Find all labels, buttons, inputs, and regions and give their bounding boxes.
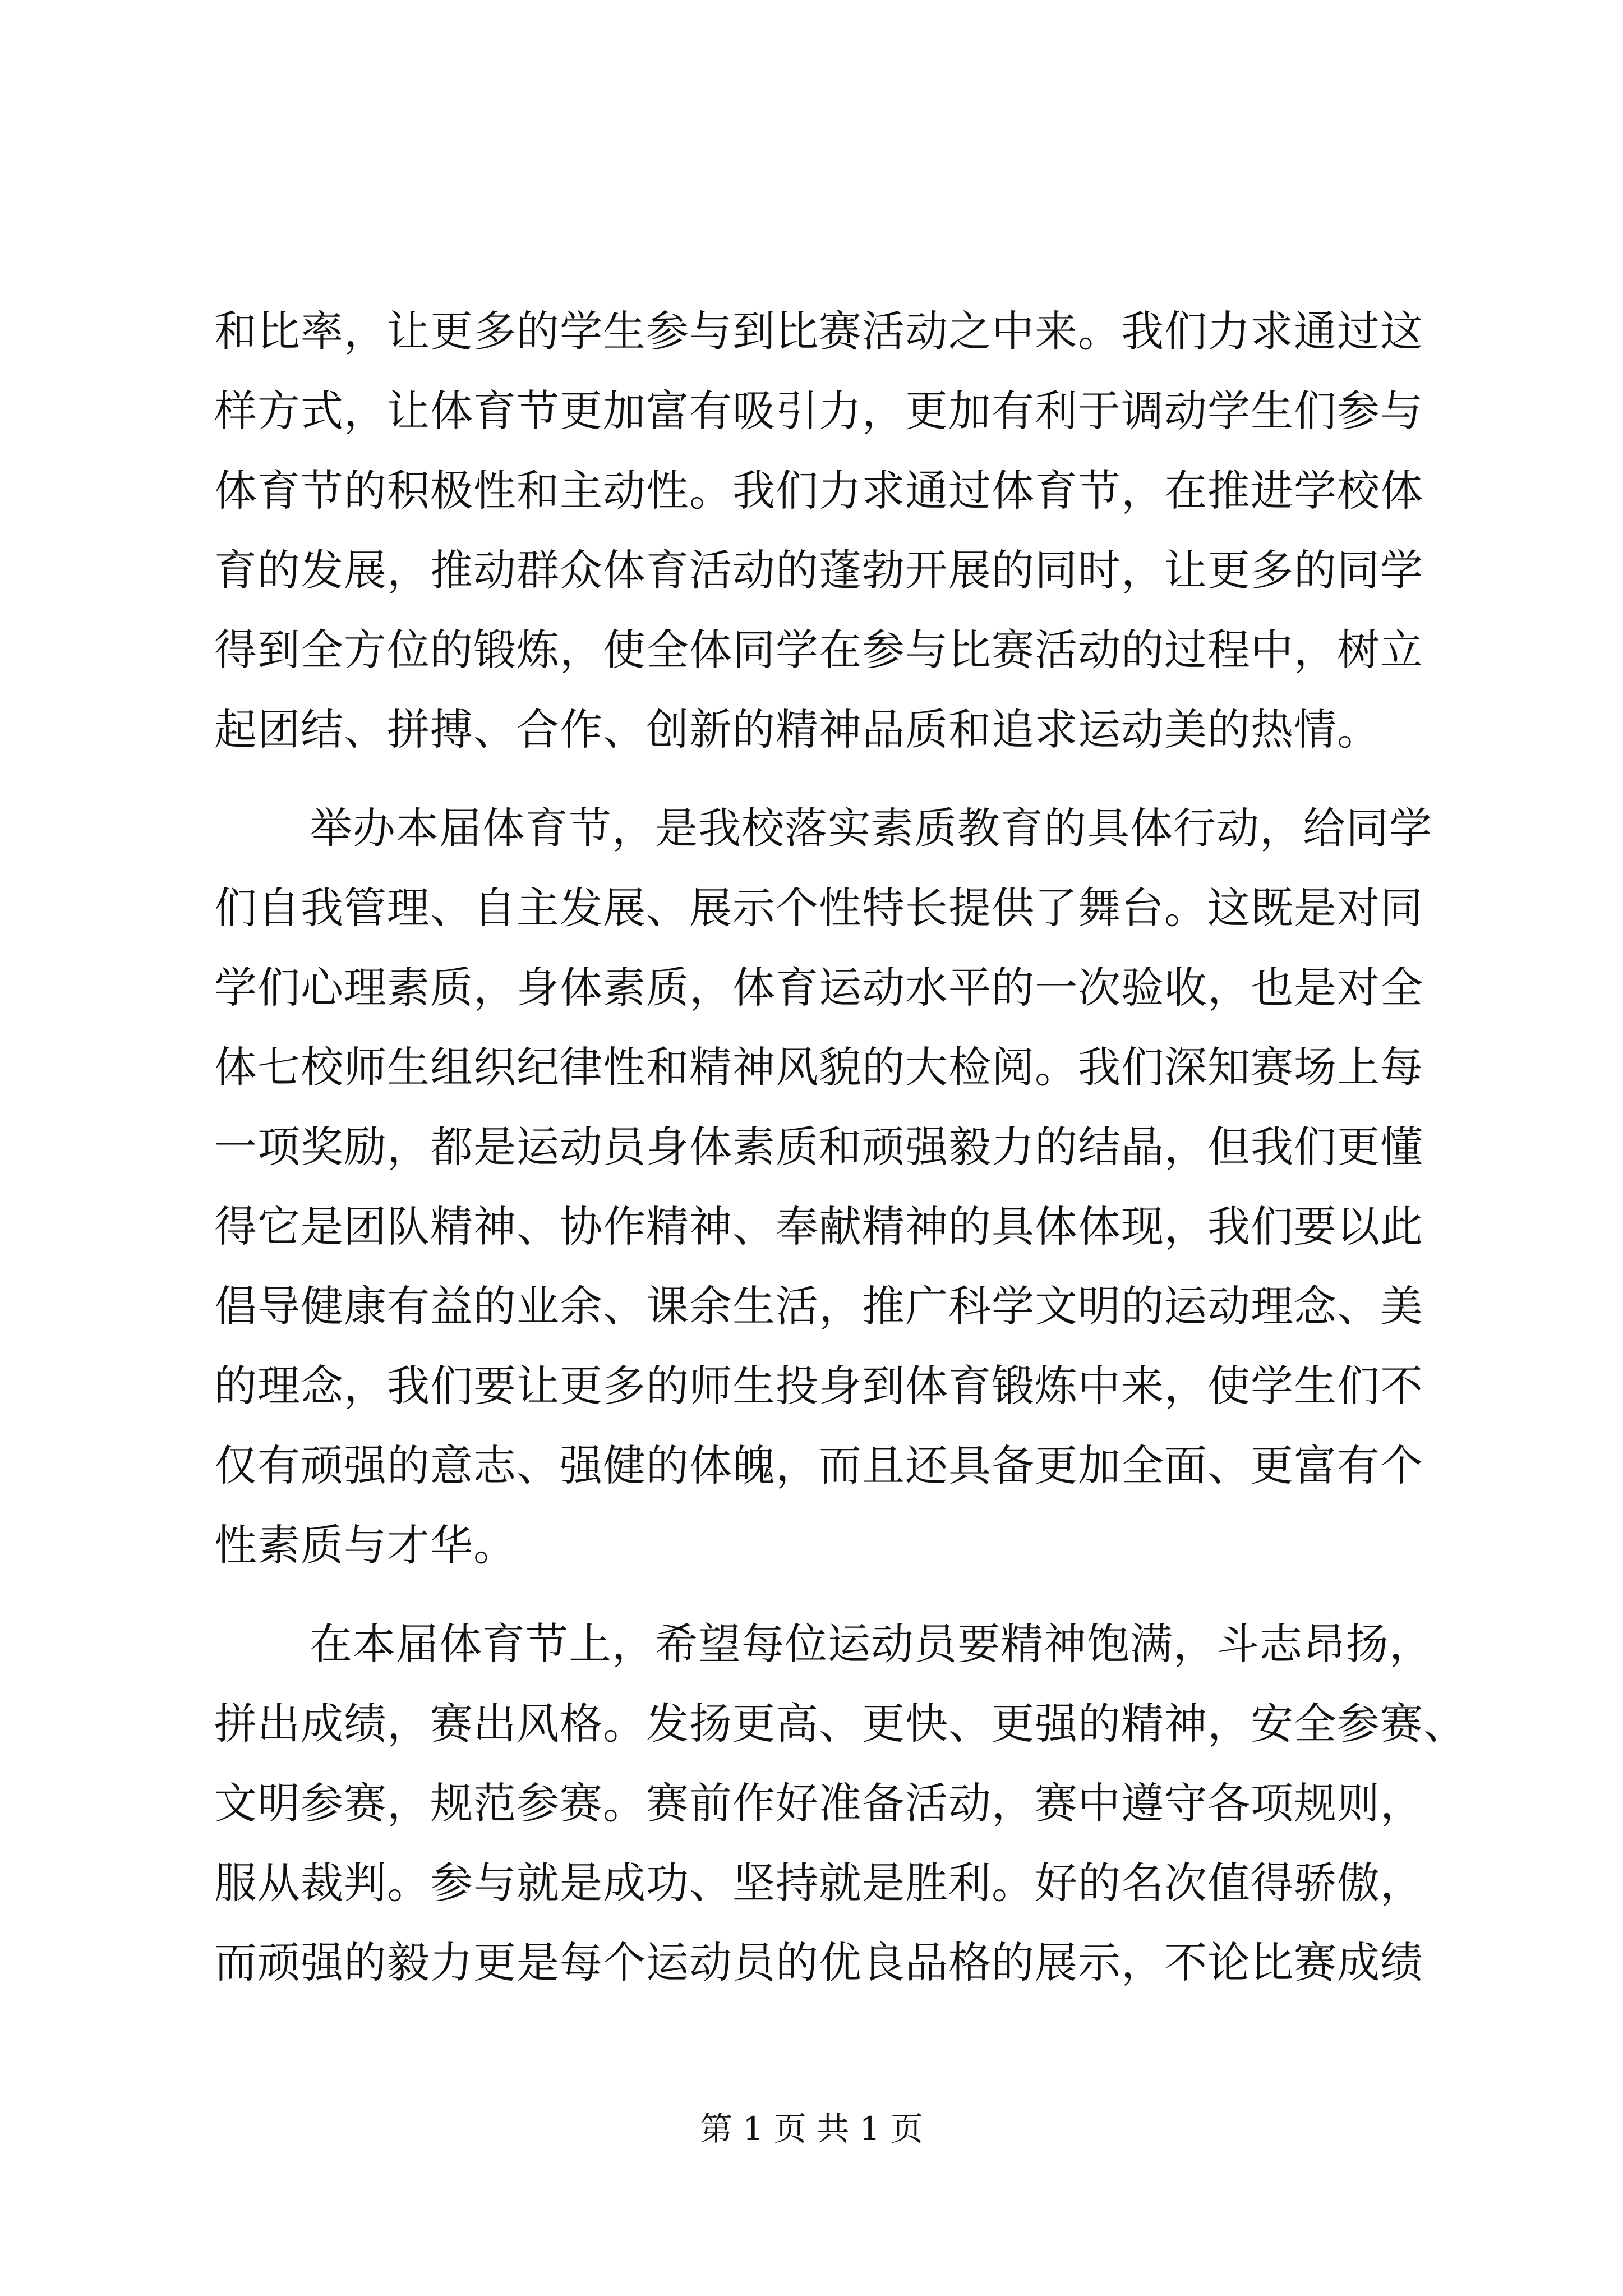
text-line: 体七校师生组织纪律性和精神风貌的大检阅。我们深知赛场上每	[214, 1042, 1423, 1092]
text-line: 得到全方位的锻炼，使全体同学在参与比赛活动的过程中，树立	[214, 625, 1423, 675]
text-line: 学们心理素质，身体素质，体育运动水平的一次验收，也是对全	[214, 963, 1423, 1013]
text-line: 起团结、拼搏、合作、创新的精神品质和追求运动美的热情。	[214, 705, 1380, 754]
text-line: 和比率，让更多的学生参与到比赛活动之中来。我们力求通过这	[214, 306, 1423, 356]
page-footer: 第 1 页 共 1 页	[700, 2110, 923, 2148]
text-line: 拼出成绩，赛出风格。发扬更高、更快、更强的精神，安全参赛、	[214, 1699, 1467, 1749]
text-line: 举办本届体育节，是我校落实素质教育的具体行动，给同学	[310, 803, 1432, 853]
text-line: 们自我管理、自主发展、展示个性特长提供了舞台。这既是对同	[214, 883, 1423, 933]
text-line: 样方式，让体育节更加富有吸引力，更加有利于调动学生们参与	[214, 386, 1423, 436]
text-line: 得它是团队精神、协作精神、奉献精神的具体体现，我们要以此	[214, 1202, 1423, 1251]
text-line: 而顽强的毅力更是每个运动员的优良品格的展示，不论比赛成绩	[214, 1938, 1423, 1987]
text-line: 仅有顽强的意志、强健的体魄，而且还具备更加全面、更富有个	[214, 1441, 1423, 1490]
paragraph-2	[214, 789, 1432, 1585]
text-line: 文明参赛，规范参赛。赛前作好准备活动，赛中遵守各项规则，	[214, 1778, 1423, 1828]
text-line: 性素质与才华。	[214, 1520, 517, 1570]
text-line: 在本届体育节上，希望每位运动员要精神饱满，斗志昂扬，	[310, 1619, 1432, 1669]
text-line: 的理念，我们要让更多的师生投身到体育锻炼中来，使学生们不	[214, 1361, 1423, 1411]
paragraph-3	[214, 1604, 1467, 2003]
text-line: 体育节的积极性和主动性。我们力求通过体育节，在推进学校体	[214, 466, 1423, 516]
text-line: 一项奖励，都是运动员身体素质和顽强毅力的结晶，但我们更懂	[214, 1122, 1423, 1172]
text-line: 服从裁判。参与就是成功、坚持就是胜利。好的名次值得骄傲，	[214, 1858, 1423, 1908]
paragraph-1	[214, 292, 1423, 770]
text-line: 倡导健康有益的业余、课余生活，推广科学文明的运动理念、美	[214, 1281, 1423, 1331]
paragraph-spacer	[214, 1585, 1420, 1604]
paragraph-spacer	[214, 770, 1420, 789]
text-line: 育的发展，推动群众体育活动的蓬勃开展的同时，让更多的同学	[214, 545, 1423, 595]
document-body	[214, 292, 1467, 2003]
